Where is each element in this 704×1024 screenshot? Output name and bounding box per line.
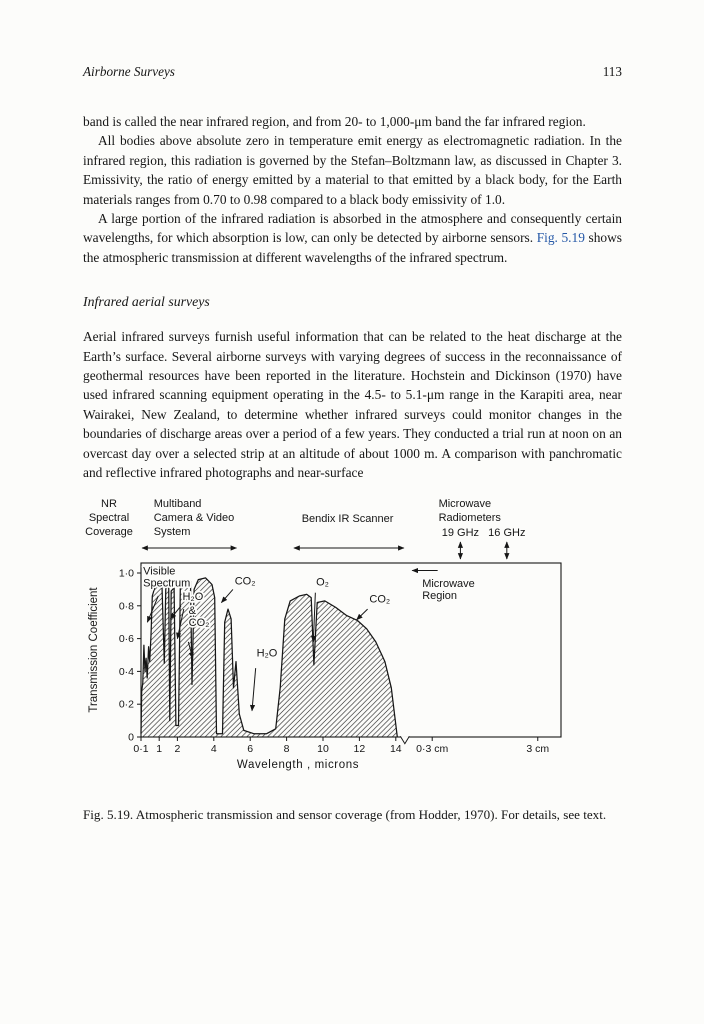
svg-text:19 GHz: 19 GHz [441, 526, 480, 539]
paragraph-continuation: band is called the near infrared region, and from 20- to 1,000-μm band the far infrared region. [83, 114, 586, 129]
svg-text:6: 6 [247, 742, 254, 755]
svg-text:0·2: 0·2 [118, 698, 134, 711]
svg-text:1·0: 1·0 [118, 567, 134, 579]
svg-text:0: 0 [128, 731, 134, 743]
svg-text:O₂: O₂ [316, 575, 329, 588]
svg-text:Radiometers: Radiometers [438, 511, 501, 524]
paragraph-absorption [83, 209, 622, 267]
svg-text:2: 2 [174, 742, 181, 755]
svg-text:Spectral: Spectral [88, 511, 130, 524]
svg-text:16 GHz: 16 GHz [488, 526, 526, 539]
figure-reference-link[interactable]: Fig. 5.19 [536, 230, 585, 246]
svg-text:Wavelength , microns: Wavelength , microns [236, 758, 360, 771]
svg-text:0·4: 0·4 [118, 665, 134, 678]
paragraph-text: shows the atmospheric transmission at different wavelengths of the infrared spectrum. [83, 230, 622, 265]
figure-caption: Fig. 5.19. Atmospheric transmission and sensor coverage (from Hodder, 1970). For details, see text. [83, 806, 607, 822]
page-number: 113 [602, 64, 622, 79]
figure-5-19 [83, 495, 622, 825]
svg-text:0·6: 0·6 [118, 632, 134, 645]
svg-text:Microwave: Microwave [438, 497, 492, 510]
svg-text:H₂O: H₂O [256, 647, 278, 660]
svg-text:Multiband: Multiband [153, 497, 202, 510]
axis-break-mark [400, 736, 409, 744]
svg-text:0·3 cm: 0·3 cm [416, 742, 449, 755]
svg-text:12: 12 [353, 742, 366, 755]
running-header [83, 64, 622, 80]
svg-text:Spectrum: Spectrum [143, 577, 191, 590]
svg-text:CO₂: CO₂ [188, 616, 210, 629]
paragraph-text: A large portion of the infrared radiation is absorbed in the atmosphere and consequently certain wavelengths, for which absorption is low, can only be detected by airborne sensors. [83, 211, 622, 246]
svg-text:CO₂: CO₂ [369, 593, 391, 606]
svg-text:&: & [188, 604, 197, 617]
svg-text:Coverage: Coverage [85, 525, 133, 538]
svg-text:4: 4 [210, 742, 217, 755]
svg-text:System: System [153, 525, 191, 538]
svg-text:3 cm: 3 cm [526, 742, 550, 755]
svg-text:Visible: Visible [143, 565, 176, 578]
sensor-coverage [85, 498, 525, 559]
section-heading: Infrared aerial surveys [83, 294, 210, 310]
svg-text:NR: NR [101, 497, 117, 510]
x-axis [133, 737, 549, 771]
svg-text:CO₂: CO₂ [234, 574, 256, 587]
svg-text:14: 14 [389, 742, 402, 755]
svg-text:H₂O: H₂O [182, 590, 204, 603]
svg-text:10: 10 [317, 742, 329, 755]
svg-text:Microwave: Microwave [422, 577, 475, 590]
svg-text:0·1: 0·1 [133, 742, 149, 755]
y-axis [88, 567, 141, 743]
running-title: Airborne Surveys [83, 64, 175, 79]
figure-chart [83, 495, 623, 795]
paragraph-emissivity: All bodies above absolute zero in temperature emit energy as electromagnetic radiation. In the infrared region, this radiation is governed by the Stefan–Boltzmann law, as discussed in Chapter 3. Emissivity, the ratio of energy emitted by a material to that emitted by a black body, for the Earth materials ranges from 0.70 to 0.98 compared to a black body emissivity of 1.0. [83, 133, 622, 207]
svg-text:1: 1 [156, 742, 163, 755]
paragraph-aerial-surveys: Aerial infrared surveys furnish useful information that can be related to the heat discharge at the Earth’s surface. Several airborne surveys with varying degrees of success in the reconnaissance of geothermal resources have been reported in the literature. Hochstein and Dickinson (1970) have used infrared scanning equipment operating in the 4.5- to 5.1-μm range in the Karapiti area, near Wairakei, New Zealand, to determine whether infrared surveys could monitor changes in the boundaries of discharge areas over a period of a few years. They conducted a trial run at noon on an overcast day over a selected strip at an altitude of about 1000 m. A comparison with panchromatic and reflective infrared photographs and near-surface [83, 329, 622, 481]
svg-text:0·8: 0·8 [118, 599, 134, 612]
body-text [83, 112, 622, 824]
svg-text:8: 8 [283, 742, 290, 755]
svg-text:Bendix IR Scanner: Bendix IR Scanner [301, 512, 394, 525]
svg-text:Region: Region [422, 589, 458, 602]
svg-text:Transmission Coefficient: Transmission Coefficient [88, 586, 100, 713]
svg-text:Camera & Video: Camera & Video [153, 511, 235, 524]
